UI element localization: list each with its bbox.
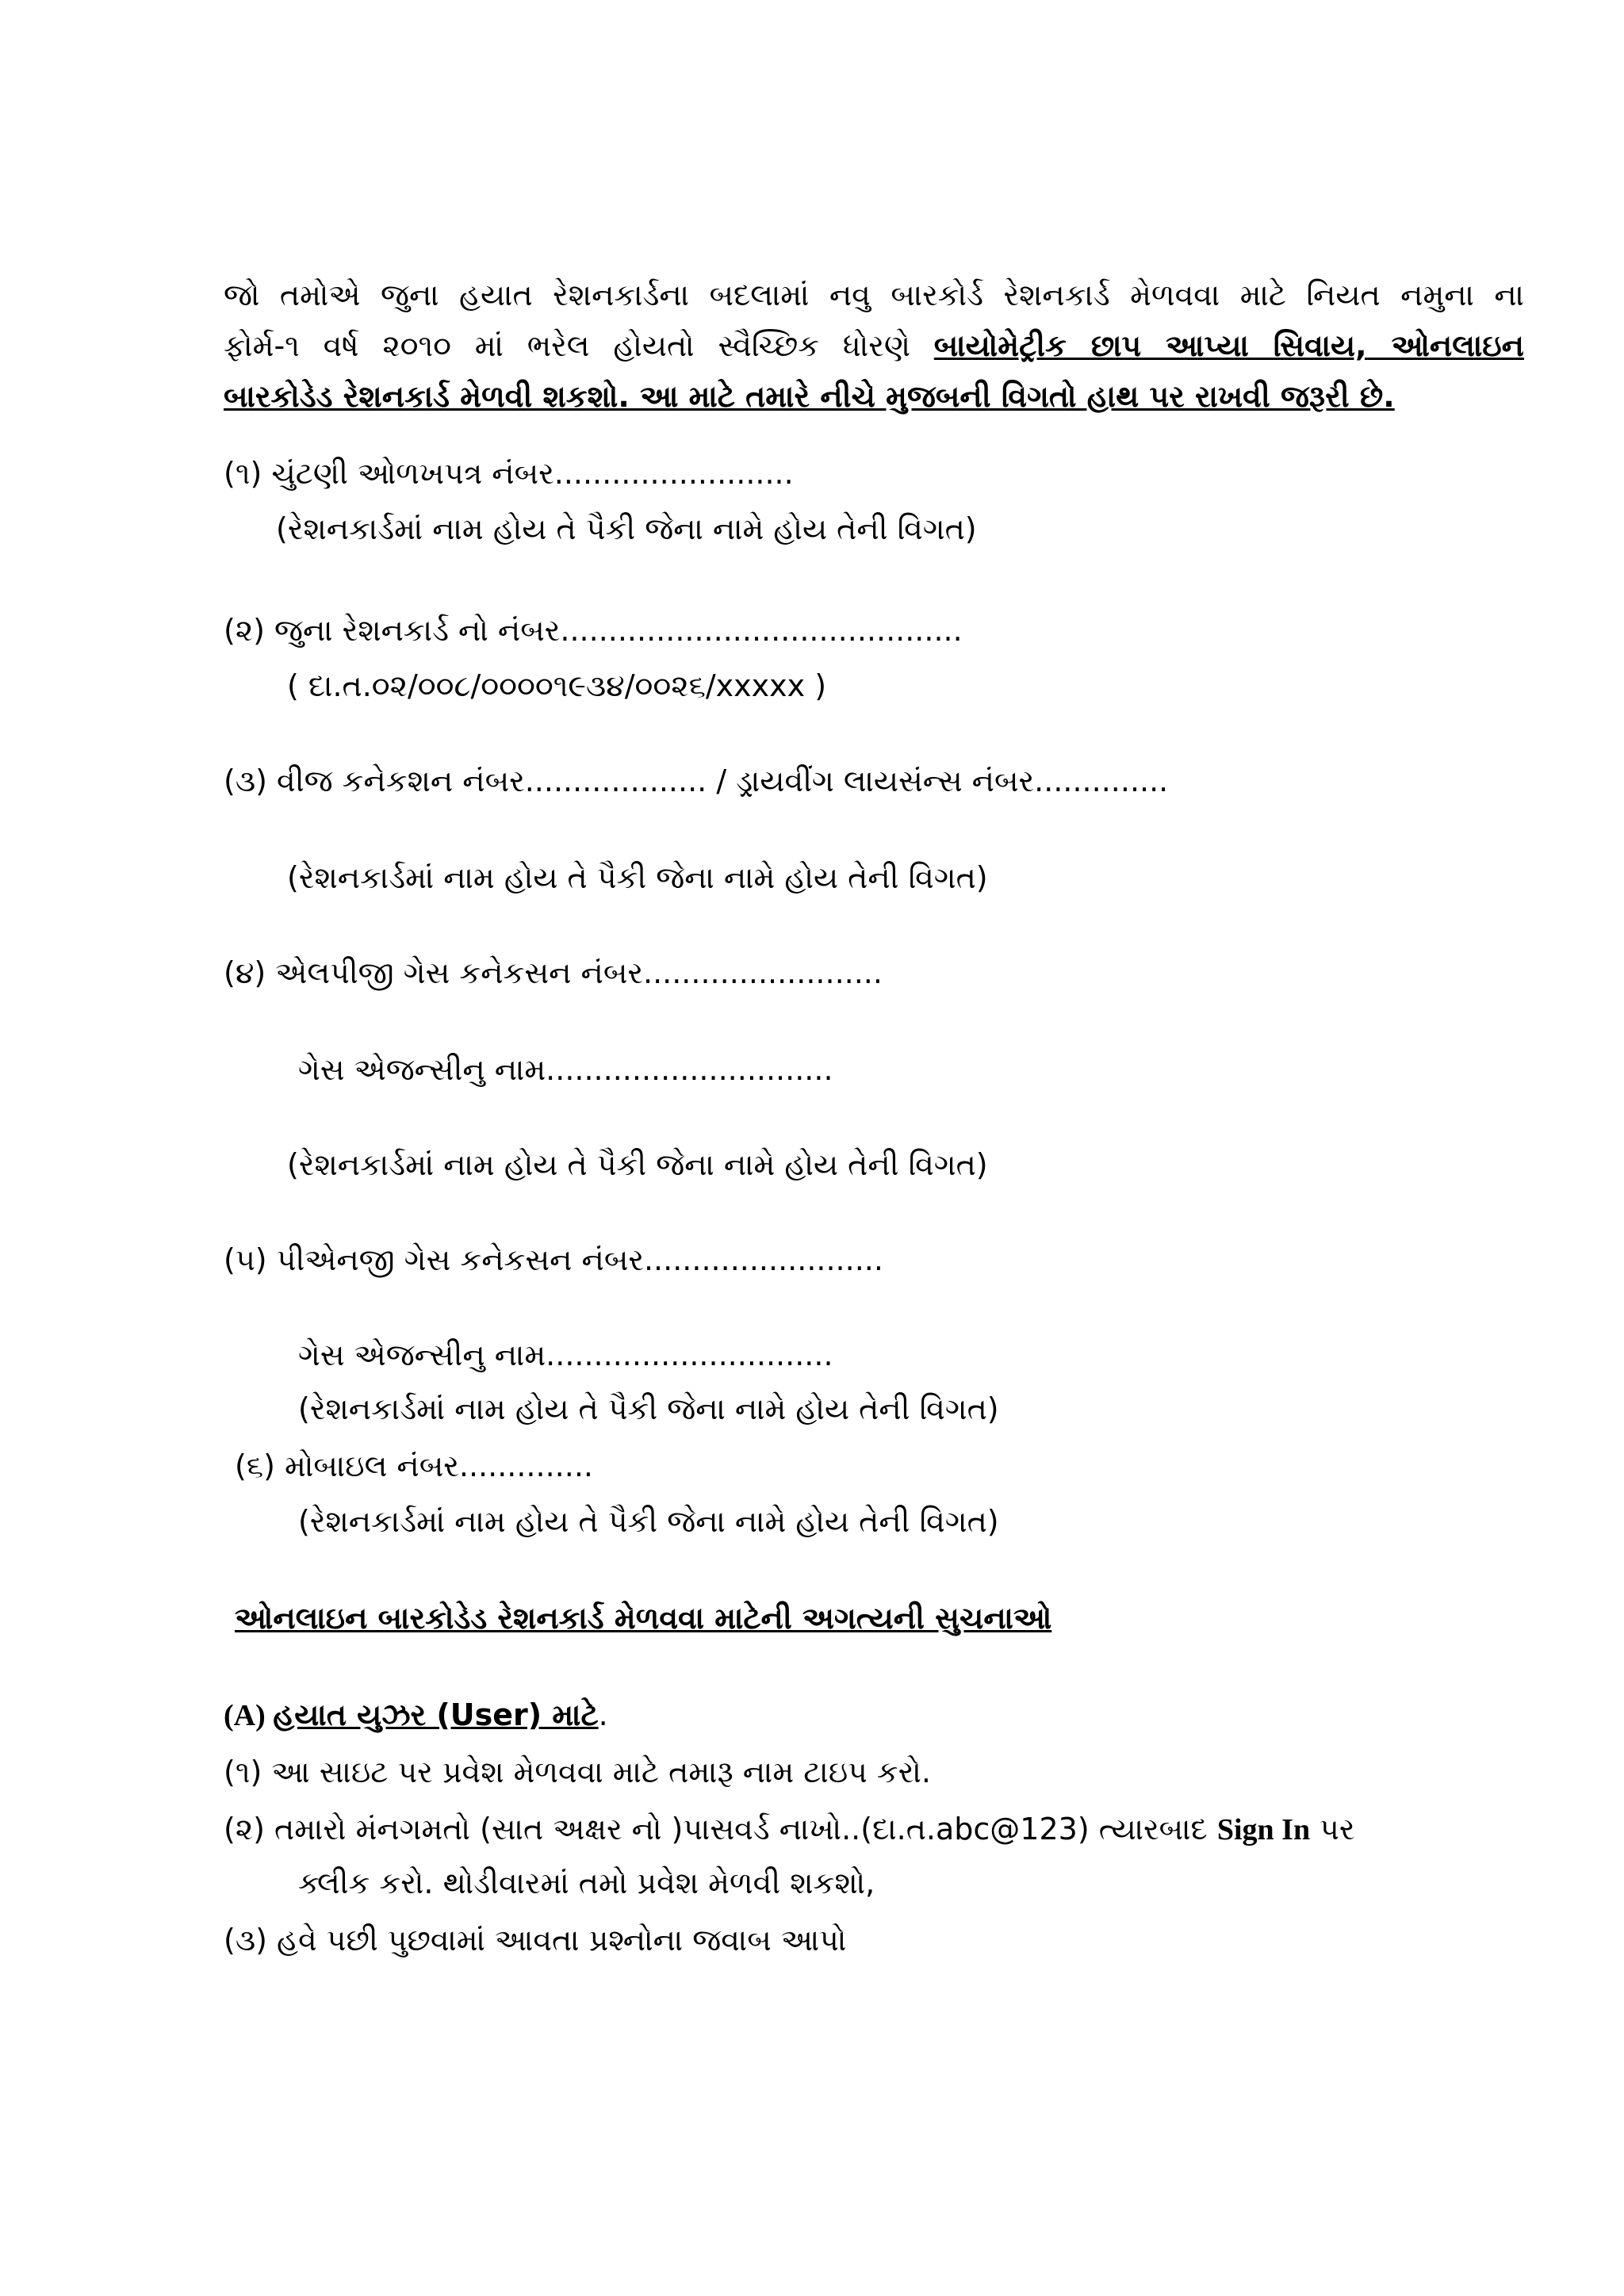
- intro-paragraph: [224, 270, 1524, 422]
- item-2-example: ( દા.ત.૦૨/૦૦૮/૦૦૦૦૧૯૩૪/૦૦૨૬/xxxxx ): [287, 668, 827, 703]
- item-1-voter-id: (૧) ચુંટણી ઓળખપત્ર નંબર.........................: [224, 456, 794, 491]
- item-1-note: (રેશનકાર્ડમાં નામ હોય તે પૈકી જેના નામે હોય તેની વિગત): [276, 511, 977, 546]
- section-a-dot: .: [598, 1697, 608, 1732]
- instructions-heading: ઓનલાઇન બારકોડેડ રેશનકાર્ડ મેળવવા માટેની અગત્યની સુચનાઓ: [235, 1601, 1052, 1636]
- section-a-label: (A): [224, 1699, 274, 1732]
- item-6-note: (રેશનકાર્ડમાં નામ હોય તે પૈકી જેના નામે હોય તેની વિગત): [298, 1504, 999, 1539]
- step-1: (૧) આ સાઇટ પર પ્રવેશ મેળવવા માટે તમારૂ નામ ટાઇપ કરો.: [224, 1755, 931, 1789]
- item-4-lpg: (૪) એલપીજી ગેસ કનેકસન નંબર.........................: [224, 955, 883, 990]
- item-4-agency: ગેસ એજન્સીનુ નામ..............................: [298, 1052, 833, 1087]
- step-2-suffix: પર: [1310, 1812, 1355, 1846]
- step-2-continued: ક્લીક કરો. થોડીવારમાં તમો પ્રવેશ મેળવી શકશો,: [298, 1866, 875, 1900]
- intro-line-3-emphasis: બારકોડેડ રેશનકાર્ડ મેળવી શકશો. આ માટે તમારે નીચે મુજબની વિગતો હાથ પર રાખવી જરૂરી છે.: [224, 379, 1395, 414]
- item-3-note: (રેશનકાર્ડમાં નામ હોય તે પૈકી જેના નામે હોય તેની વિગત): [287, 860, 988, 895]
- step-2-text: (૨) તમારો મંનગમતો (સાત અક્ષર નો )પાસવર્ડ નાખો..(દા.ત.abc@123) ત્યારબાદ: [224, 1812, 1217, 1846]
- section-a-title: [224, 1695, 608, 1735]
- intro-line-2-plain: ફોર્મ-૧ વર્ષ ૨૦૧૦ માં ભરેલ હોયતો સ્વૈચ્છિક ધોરણે: [224, 328, 934, 363]
- step-3: (૩) હવે પછી પુછવામાં આવતા પ્રશ્નોના જવાબ આપો: [224, 1923, 847, 1957]
- item-5-note: (રેશનકાર્ડમાં નામ હોય તે પૈકી જેના નામે હોય તેની વિગત): [298, 1391, 999, 1426]
- intro-line-2: [224, 320, 1524, 371]
- intro-line-1: જો તમોએ જુના હયાત રેશનકાર્ડના બદલામાં નવુ બારકોર્ડ રેશનકાર્ડ મેળવવા માટે નિયત નમુના ના: [224, 277, 1524, 312]
- intro-line-2-emphasis: બાયોમેટ્રીક છાપ આપ્યા સિવાય, ઓનલાઇન: [933, 328, 1524, 363]
- item-6-mobile: (૬) મોબાઇલ નંબર..............: [235, 1448, 593, 1483]
- item-5-png: (૫) પીએનજી ગેસ કનેકસન નંબર.........................: [224, 1242, 883, 1277]
- item-3-electricity-license: (૩) વીજ કનેકશન નંબર................... / ડ્રાયવીંગ લાયસંન્સ નંબર..............: [224, 763, 1169, 798]
- item-4-note: (રેશનકાર્ડમાં નામ હોય તે પૈકી જેના નામે હોય તેની વિગત): [287, 1147, 988, 1182]
- section-a-heading: હયાત યુઝર (User) માટે: [273, 1697, 599, 1732]
- item-2-old-ration-card: (૨) જુના રેશનકાર્ડ નો નંબર..........................................: [224, 613, 963, 648]
- step-2-sign-in: Sign In: [1216, 1813, 1311, 1846]
- item-5-agency: ગેસ એજન્સીનુ નામ..............................: [298, 1337, 833, 1372]
- step-2: [224, 1809, 1524, 1850]
